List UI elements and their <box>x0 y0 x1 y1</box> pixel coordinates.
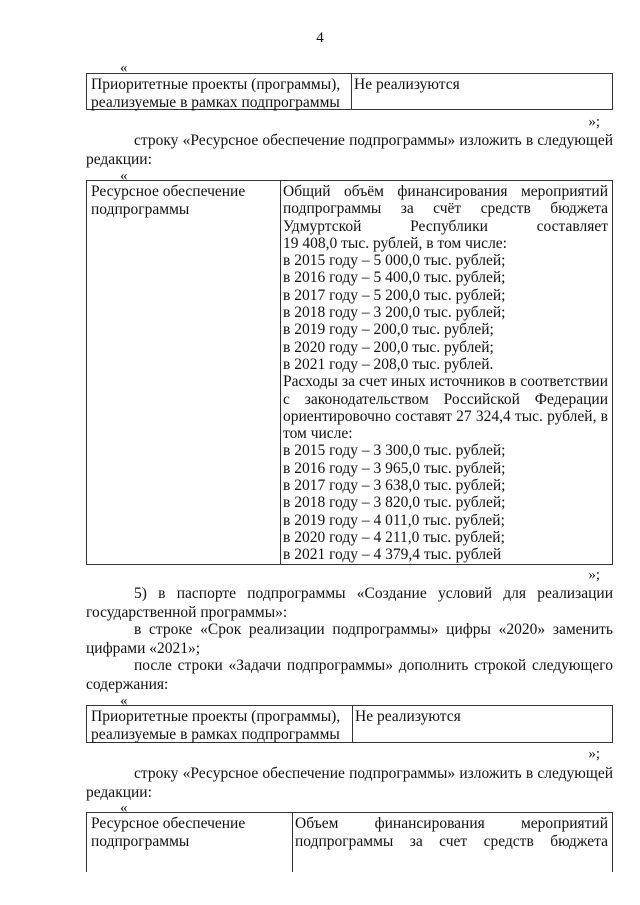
open-quote: « <box>120 800 128 816</box>
close-quote: »; <box>588 746 600 762</box>
table-resource-provision-2 <box>86 812 613 872</box>
table-cell-value: Не реализуются <box>355 708 461 725</box>
table-cell-label: Приоритетные проекты (программы), реализуемые в рамках подпрограммы <box>87 74 352 109</box>
paragraph-term: в строке «Срок реализации подпрограммы» цифры «2020» заменить цифрами «2021»; <box>86 621 613 657</box>
table-resource-provision <box>86 180 613 565</box>
table-cell-label: Ресурсное обеспечение подпрограммы <box>87 813 293 872</box>
open-quote: « <box>120 693 128 709</box>
table-cell-value: Объем финансирования мероприятий подпрограммы за счет средств бюджета <box>295 815 608 850</box>
paragraph-passport: 5) в паспорте подпрограммы «Создание условий для реализации государственной программы»: <box>86 585 613 621</box>
table-cell-value: Не реализуются <box>354 76 460 93</box>
open-quote: « <box>120 168 128 184</box>
close-quote: »; <box>588 567 600 583</box>
table-priority-projects-2 <box>86 705 613 743</box>
paragraph-resource-2: строку «Ресурсное обеспечение подпрограммы» изложить в следующей редакции: <box>86 765 613 801</box>
close-quote: »; <box>588 114 600 130</box>
page-number: 4 <box>316 30 324 46</box>
table-priority-projects-1 <box>86 73 613 110</box>
table-cell-value: Общий объём финансирования мероприятий подпрограммы за счёт средств бюджета Удмуртской Республики составляет 19 408,0 тыс. рублей, в том числе: в 2015 году – 5 000,0 тыс. рублей; в 2016 году – 5 400,0 тыс. рублей; в 2017 году – 5 200,0 тыс. рублей; в 2018 году – 3 200,0 тыс. рублей; в 2019 году – 200,0 тыс. рублей; в 2020 году – 200,0 тыс. рублей; в 2021 году – 208,0 тыс. рублей. Расходы за счет иных источников в соответствии с законодательством Российской Федерации ориентировочно составят 27 324,4 тыс. рублей, в том числе: в 2015 году – 3 300,0 тыс. рублей; в 2016 году – 3 965,0 тыс. рублей; в 2017 году – 3 638,0 тыс. рублей; в 2018 году – 3 820,0 тыс. рублей; в 2019 году – 4 011,0 тыс. рублей; в 2020 году – 4 211,0 тыс. рублей; в 2021 году – 4 379,4 тыс. рублей <box>283 183 608 564</box>
paragraph-resource-1: строку «Ресурсное обеспечение подпрограммы» изложить в следующей редакции: <box>86 132 613 168</box>
paragraph-tasks: после строки «Задачи подпрограммы» дополнить строкой следующего содержания: <box>86 657 613 693</box>
table-cell-label: Приоритетные проекты (программы), реализуемые в рамках подпрограммы <box>87 706 353 742</box>
table-cell-label: Ресурсное обеспечение подпрограммы <box>87 181 281 564</box>
open-quote: « <box>120 60 128 76</box>
